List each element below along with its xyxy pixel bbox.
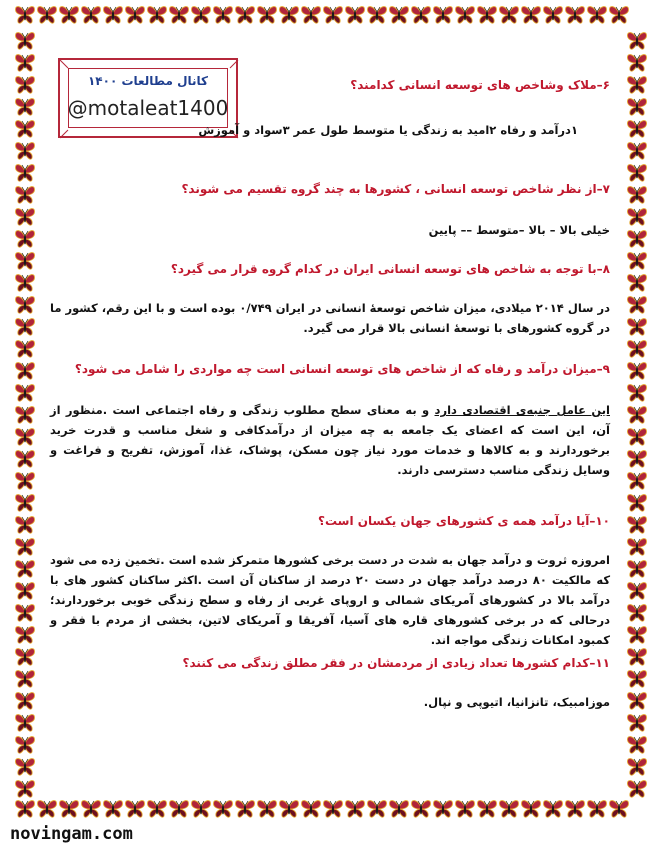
butterfly-icon [626,140,648,162]
answer-10: امروزه ثروت و درآمد جهان به شدت در دست برخی کشورها متمرکز شده است .تخمین زده می شود که مالکیت ۸۰ درصد درآمد جهان در دست ۲۰ درصد از ساکنان آن است .اکثر ساکنان کشور های با درآمد بالا در کشورهای آمریکای شمالی و اروپای غربی از رفاه و سطح زندگی خوبی برخوردارند؛ درحالی که در برخی کشورهای قاره های آسیا، آفریقا و آمریکای لاتین، بخشی از مردم با فقر و کمبود امکانات زندگی مواجه اند. [50,553,611,647]
butterfly-icon [626,778,648,800]
answer-9-rest: و به معنای سطح مطلوب زندگی و رفاه اجتماعی است .منظور از آن، این است که اعضای یک جامعه به چه میزان از درآمدکافی و شغل مناسب و قدرت خرید برخوردارند و به کالاها و خدمات مورد نیاز چون مسکن، پوشاک، غذا، آموزش، تفریح و فراغت و وسایل زندگی مناسب دسترسی دارند. [50,403,610,477]
butterfly-icon [14,30,36,52]
butterfly-icon [14,448,36,470]
butterfly-icon [432,4,454,26]
butterfly-icon [14,294,36,316]
butterfly-icon [256,798,278,820]
butterfly-icon [300,4,322,26]
butterfly-icon [626,294,648,316]
butterfly-icon [14,118,36,140]
butterfly-icon [626,30,648,52]
butterfly-icon [626,360,648,382]
butterfly-icon [14,74,36,96]
butterfly-icon [14,52,36,74]
butterfly-icon [212,4,234,26]
butterfly-icon [14,338,36,360]
butterfly-icon [626,580,648,602]
butterfly-icon [388,798,410,820]
butterfly-icon [626,536,648,558]
butterfly-icon [366,798,388,820]
butterfly-icon [14,316,36,338]
butterfly-icon [586,798,608,820]
butterfly-icon [80,4,102,26]
question-7: ۷–از نظر شاخص توسعه انسانی ، کشورها به چند گروه تقسیم می شوند؟ [181,182,610,196]
channel-handle: @motaleat1400 [67,96,229,120]
butterfly-icon [14,778,36,800]
footer-site-link[interactable]: novingam.com [10,824,133,844]
butterfly-icon [454,798,476,820]
butterfly-icon [212,798,234,820]
butterfly-icon [626,690,648,712]
butterfly-icon [626,558,648,580]
butterfly-icon [58,798,80,820]
butterfly-icon [626,338,648,360]
butterfly-icon [36,4,58,26]
butterfly-icon [14,712,36,734]
butterfly-icon [36,798,58,820]
butterfly-icon [626,514,648,536]
butterfly-icon [102,4,124,26]
butterfly-icon [14,514,36,536]
butterfly-icon [124,4,146,26]
butterfly-icon [626,96,648,118]
butterfly-icon [234,798,256,820]
butterfly-icon [498,4,520,26]
butterfly-icon [626,448,648,470]
channel-title: کانال مطالعات ۱۴۰۰ [87,74,209,88]
butterfly-icon [14,250,36,272]
butterfly-icon [14,382,36,404]
butterfly-icon [14,184,36,206]
butterfly-icon [14,492,36,514]
butterfly-icon [626,272,648,294]
butterfly-icon [14,536,36,558]
butterfly-icon [14,470,36,492]
butterfly-icon [168,798,190,820]
butterfly-icon [476,4,498,26]
answer-7: خیلی بالا – بالا –متوسط –– پایین [428,223,610,237]
butterfly-icon [410,798,432,820]
butterfly-icon [80,798,102,820]
butterfly-icon [608,798,630,820]
butterfly-icon [14,426,36,448]
butterfly-icon [14,690,36,712]
butterfly-icon [626,206,648,228]
question-6: ۶–ملاک وشاخص های توسعه انسانی کدامند؟ [350,78,610,92]
butterfly-icon [344,798,366,820]
butterfly-icon [14,558,36,580]
butterfly-icon [388,4,410,26]
butterfly-icon [278,4,300,26]
butterfly-icon [520,798,542,820]
butterfly-icon [14,228,36,250]
butterfly-icon [626,602,648,624]
butterfly-icon [14,580,36,602]
butterfly-icon [626,624,648,646]
butterfly-icon [14,140,36,162]
butterfly-icon [14,162,36,184]
butterfly-icon [14,272,36,294]
butterfly-icon [626,668,648,690]
butterfly-icon [626,646,648,668]
question-11: ۱۱–کدام کشورها تعداد زیادی از مردمشان در فقر مطلق زندگی می کنند؟ [182,656,610,670]
butterfly-icon [14,734,36,756]
butterfly-icon [300,798,322,820]
butterfly-icon [14,798,36,820]
butterfly-icon [626,470,648,492]
butterfly-icon [626,184,648,206]
butterfly-border-bottom [14,798,630,820]
butterfly-icon [542,4,564,26]
butterfly-icon [190,798,212,820]
butterfly-icon [190,4,212,26]
butterfly-icon [626,52,648,74]
butterfly-icon [58,4,80,26]
answer-9-underlined: این عامل جنبه‌ی اقتصادی دارد [434,403,610,417]
question-9: ۹–میزان درآمد و رفاه که از شاخص های توسعه انسانی است چه مواردی را شامل می شود؟ [74,362,610,376]
butterfly-icon [14,96,36,118]
question-10: ۱۰–آیا درآمد همه ی کشورهای جهان یکسان است؟ [318,514,610,528]
butterfly-icon [146,798,168,820]
butterfly-icon [256,4,278,26]
butterfly-icon [626,74,648,96]
butterfly-icon [626,734,648,756]
butterfly-icon [344,4,366,26]
butterfly-icon [14,4,36,26]
butterfly-icon [14,646,36,668]
butterfly-icon [626,228,648,250]
answer-6: ۱درآمد و رفاه ۲امید به زندگی یا متوسط طول عمر ۳سواد و آموزش [198,123,578,137]
butterfly-icon [14,602,36,624]
butterfly-icon [146,4,168,26]
butterfly-icon [626,756,648,778]
butterfly-icon [626,492,648,514]
butterfly-icon [14,756,36,778]
butterfly-icon [626,382,648,404]
butterfly-icon [542,798,564,820]
butterfly-icon [498,798,520,820]
butterfly-icon [586,4,608,26]
answer-11: موزامبیک، تانزانیا، اتیوپی و نپال. [423,695,610,709]
butterfly-icon [14,624,36,646]
answer-8: در سال ۲۰۱۴ میلادی، میزان شاخص توسعهٔ انسانی در ایران ۰/۷۴۹ بوده است و با این رقم، کشور ما در گروه کشورهای با توسعهٔ انسانی بالا قرار می گیرد. [50,301,610,335]
butterfly-icon [322,4,344,26]
butterfly-icon [520,4,542,26]
butterfly-icon [102,798,124,820]
butterfly-icon [14,404,36,426]
butterfly-icon [564,798,586,820]
butterfly-icon [14,206,36,228]
butterfly-border-top [14,4,630,26]
butterfly-icon [608,4,630,26]
butterfly-icon [626,712,648,734]
butterfly-icon [626,118,648,140]
butterfly-icon [322,798,344,820]
answer-9 [50,400,610,480]
butterfly-border-left [14,30,36,800]
butterfly-icon [234,4,256,26]
butterfly-icon [626,404,648,426]
butterfly-border-right [626,30,648,800]
butterfly-icon [626,426,648,448]
butterfly-icon [124,798,146,820]
butterfly-icon [14,360,36,382]
butterfly-icon [366,4,388,26]
butterfly-icon [626,316,648,338]
butterfly-icon [168,4,190,26]
butterfly-icon [14,668,36,690]
butterfly-icon [410,4,432,26]
butterfly-icon [278,798,300,820]
butterfly-icon [626,162,648,184]
butterfly-icon [454,4,476,26]
butterfly-icon [476,798,498,820]
butterfly-icon [564,4,586,26]
butterfly-icon [432,798,454,820]
butterfly-icon [626,250,648,272]
question-8: ۸–با توجه به شاخص های توسعه انسانی ایران در کدام گروه قرار می گیرد؟ [170,262,610,276]
